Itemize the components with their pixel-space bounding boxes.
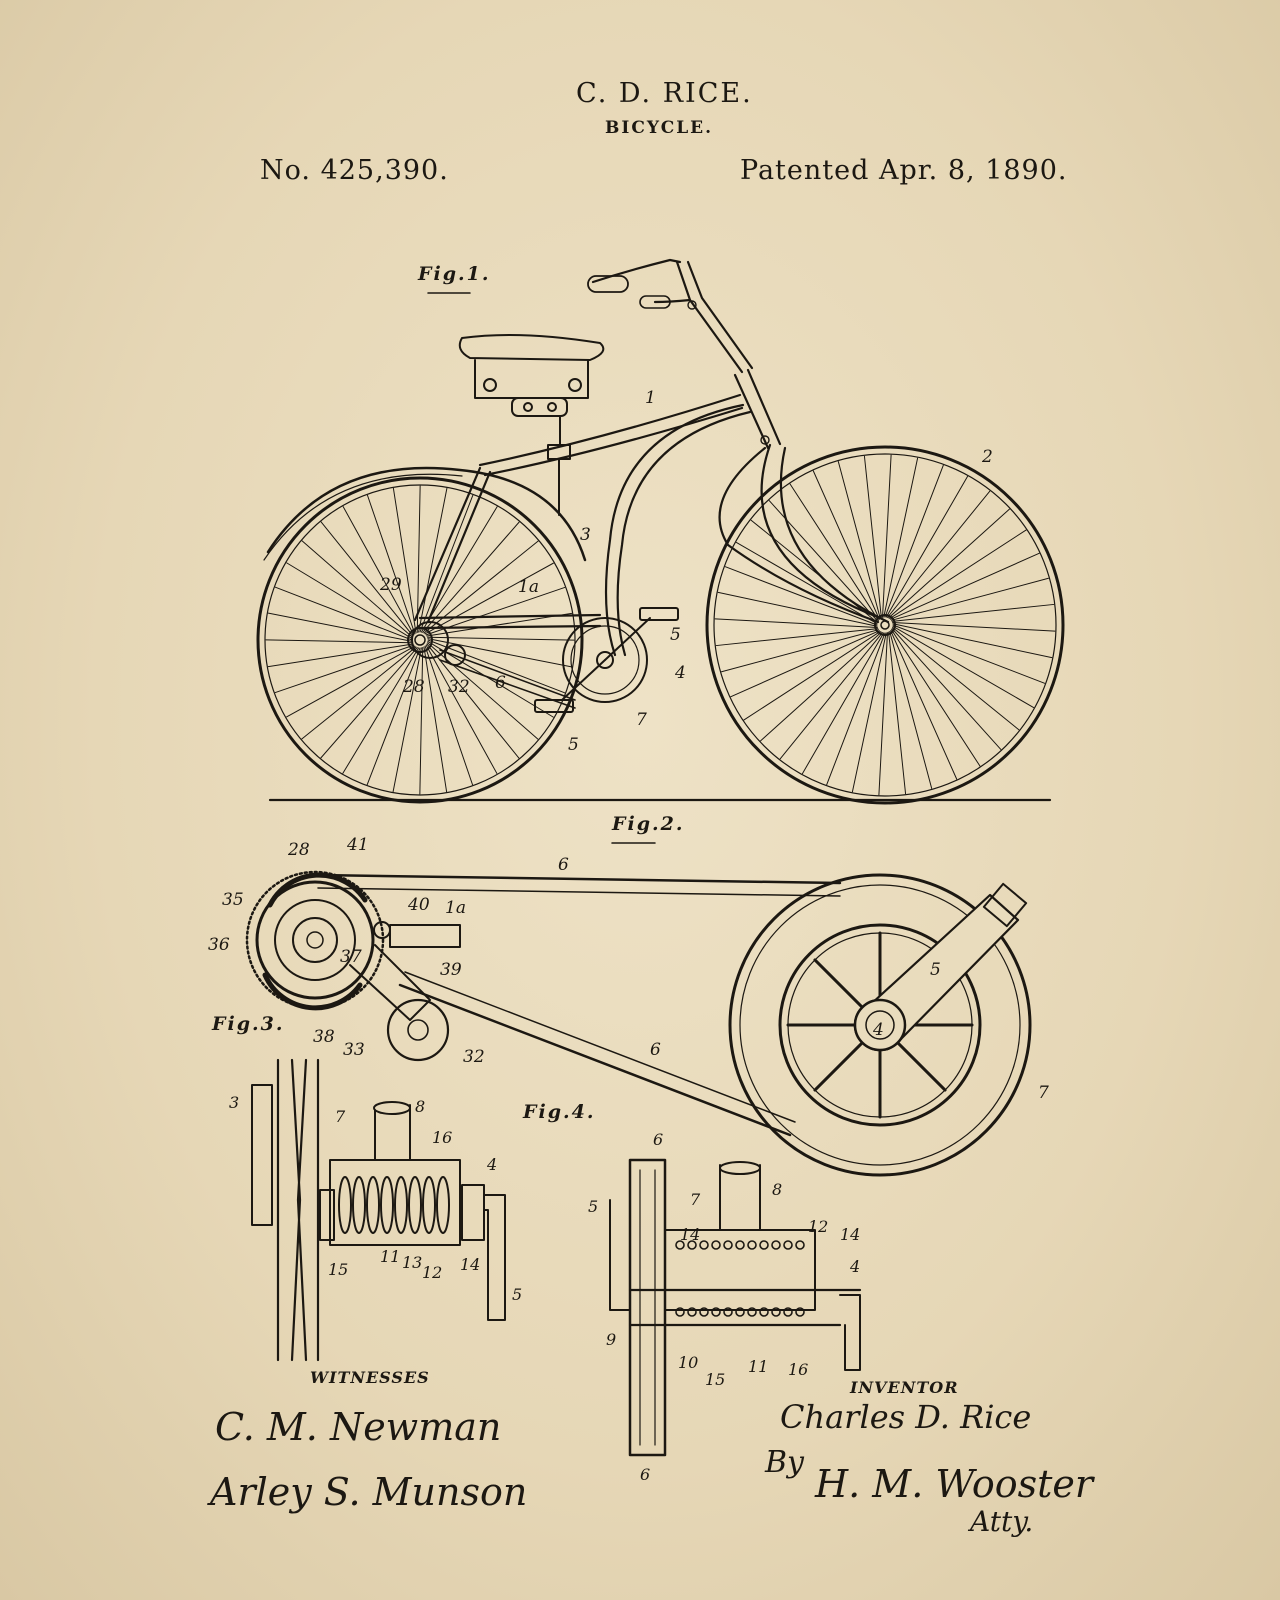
patent-number: No. 425,390. [260,155,449,186]
pulley-spoke [815,960,862,1007]
numeral: 2 [982,447,993,467]
numeral: 7 [636,710,647,730]
attorney-signature: H. M. Wooster [815,1462,1094,1506]
numeral: 4 [675,663,686,683]
numeral: 15 [705,1370,726,1389]
numeral: 39 [440,960,462,980]
numeral: 5 [512,1285,523,1304]
bicycle-frame [415,260,888,655]
attorney-suffix: Atty. [970,1505,1034,1538]
numeral: 11 [380,1247,401,1266]
front-wheel [707,447,1063,803]
numeral: 6 [495,673,506,693]
numeral: 8 [415,1097,426,1116]
figure-3-section [229,1060,522,1360]
numeral: 6 [653,1130,664,1149]
numeral: 5 [588,1197,599,1216]
spring-coil [353,1177,365,1233]
numeral: 4 [850,1257,861,1276]
numeral: 37 [340,947,362,967]
numeral: 5 [568,735,579,755]
spring-coil [409,1177,421,1233]
numeral: 1a [445,898,466,918]
inventor-heading: INVENTOR [850,1378,959,1397]
numeral: 16 [788,1360,809,1379]
numeral: 29 [380,575,402,595]
fig1-label: Fig.1. [418,263,491,285]
spring-coil-section [736,1241,744,1249]
witness-signature-1: C. M. Newman [215,1405,502,1449]
numeral: 14 [840,1225,861,1244]
spring-coil-section [796,1241,804,1249]
numeral: 14 [460,1255,481,1274]
numeral: 4 [487,1155,498,1174]
numeral: 8 [772,1180,783,1199]
numeral: 1a [518,577,539,597]
spring-coil-section [760,1241,768,1249]
spring-coil [423,1177,435,1233]
numeral: 14 [680,1225,701,1244]
witnesses-heading: WITNESSES [310,1368,430,1387]
numeral: 6 [558,855,569,875]
numeral: 7 [335,1107,346,1126]
numeral: 6 [640,1465,651,1484]
inventor-name-heading: C. D. RICE. [576,78,753,109]
saddle [460,335,604,515]
numeral: 7 [1038,1083,1049,1103]
witness-signature-2: Arley S. Munson [210,1470,528,1514]
numeral: 13 [402,1253,423,1272]
wheel-spokes [266,486,574,794]
numeral: 4 [873,1020,884,1040]
spring-coil-section [712,1241,720,1249]
pulley-spoke [898,1043,945,1090]
spring-coil [395,1177,407,1233]
inventor-signature: Charles D. Rice [780,1398,1032,1436]
fig4-label: Fig.4. [523,1101,596,1123]
numeral: 15 [328,1260,349,1279]
numeral: 11 [748,1357,769,1376]
fig2-label: Fig.2. [612,813,685,835]
numeral: 5 [930,960,941,980]
numeral: 41 [347,835,369,855]
numeral: 32 [448,677,470,697]
fig3-label: Fig.3. [212,1013,285,1035]
spring-coil [381,1177,393,1233]
spring-coil-section [748,1241,756,1249]
spring-coil [437,1177,449,1233]
spring-coil [339,1177,351,1233]
numeral: 16 [432,1128,453,1147]
spring-coil-section [700,1241,708,1249]
spring-coil-section [724,1241,732,1249]
figure-1-bicycle [258,260,1063,803]
numeral: 38 [313,1027,335,1047]
wheel-spokes [715,455,1055,795]
invention-title: BICYCLE. [605,118,714,138]
numeral: 12 [422,1263,443,1282]
numeral: 5 [670,625,681,645]
numeral: 40 [408,895,430,915]
numeral: 36 [208,935,230,955]
rear-wheel [258,468,585,802]
numeral: 3 [580,525,591,545]
belt-upper [318,875,840,883]
numeral: 28 [403,677,425,697]
numeral: 33 [343,1040,365,1060]
numeral: 12 [808,1217,829,1236]
numeral: 28 [288,840,310,860]
numeral: 6 [650,1040,661,1060]
numeral: 10 [678,1353,699,1372]
pulley-spoke [815,1043,862,1090]
numeral: 1 [645,388,656,408]
patent-date: Patented Apr. 8, 1890. [740,155,1068,186]
spring-coil [367,1177,379,1233]
spring-coil-section [784,1241,792,1249]
numeral: 9 [606,1330,617,1349]
numeral: 35 [222,890,244,910]
numeral: 32 [463,1047,485,1067]
numeral: 7 [690,1190,701,1209]
numeral: 3 [229,1093,240,1112]
spring-coil-section [772,1241,780,1249]
by-text: By [765,1445,804,1480]
fig1-numerals [379,388,993,755]
